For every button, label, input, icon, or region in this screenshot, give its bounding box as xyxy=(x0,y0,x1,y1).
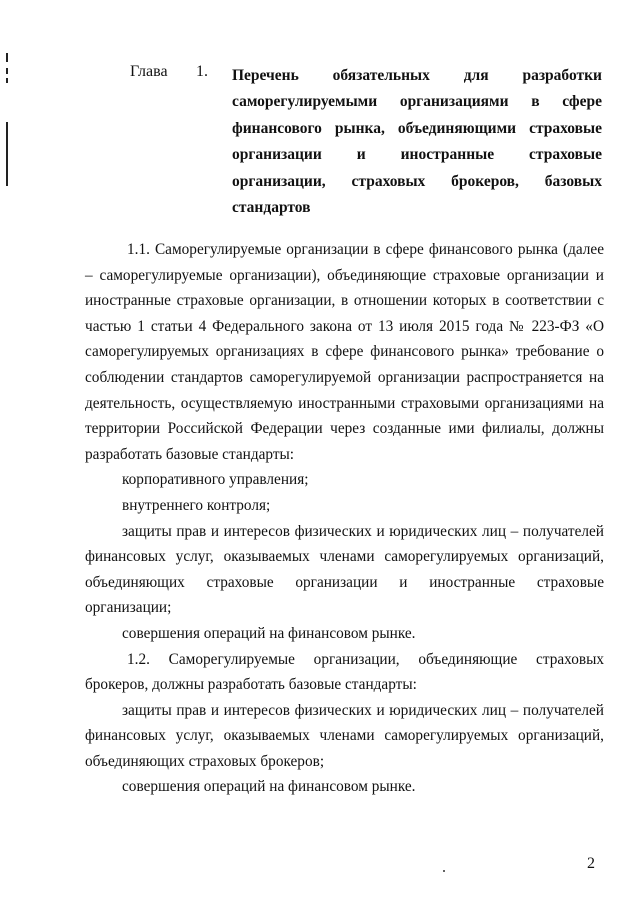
chapter-number: 1. xyxy=(196,63,208,80)
page-number: 2 xyxy=(587,855,595,872)
scan-speck xyxy=(443,870,445,872)
margin-mark xyxy=(6,53,8,62)
document-body xyxy=(85,237,604,800)
list-item: внутреннего контроля; xyxy=(122,496,271,514)
chapter-title: Перечень обязательных для разработки саморегулируемыми организациями в сфере финансового рынка, объединяющими страховые организации и иностранные страховые организации, страховых брокеров, базовых стандартов xyxy=(232,67,602,217)
paragraph-1-2: 1.2. Саморегулируемые организации, объединяющие страховых брокеров, должны разработать базовые стандарты: xyxy=(85,650,604,694)
list-item: защиты прав и интересов физических и юридических лиц – получателей финансовых услуг, оказываемых членами саморегулируемых организаций, объединяющих страховые организации и иностранные страховые организации; xyxy=(85,522,604,617)
margin-mark xyxy=(6,78,8,83)
margin-mark xyxy=(6,122,8,186)
list-item: корпоративного управления; xyxy=(122,471,309,489)
list-item: защиты прав и интересов физических и юридических лиц – получателей финансовых услуг, оказываемых членами саморегулируемых организаций, объединяющих страховых брокеров; xyxy=(85,701,604,770)
chapter-label: Глава xyxy=(130,63,168,80)
list-item: совершения операций на финансовом рынке. xyxy=(122,624,416,642)
list-item: совершения операций на финансовом рынке. xyxy=(122,778,416,796)
paragraph-1-1: 1.1. Саморегулируемые организации в сфере финансового рынка (далее – саморегулируемые организации), объединяющие страховые организации и иностранные страховые организации, в отношении которых в соответствии с частью 1 статьи 4 Федерального закона от 13 июля 2015 года № 223-ФЗ «О саморегулируемых организациях в сфере финансового рынка» требование о соблюдении стандартов саморегулируемой организации распространяется на деятельность, осуществляемую иностранными страховыми организациями на территории Российской Федерации через созданные ими филиалы, должны разработать базовые стандарты: xyxy=(85,241,604,463)
margin-mark xyxy=(6,68,8,74)
